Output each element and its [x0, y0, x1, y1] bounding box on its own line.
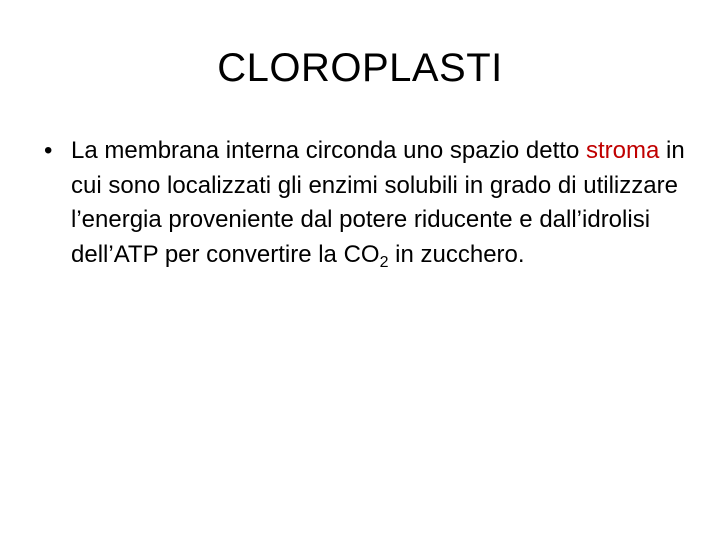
highlighted-term: stroma — [585, 137, 660, 164]
bullet-list — [44, 134, 694, 272]
bullet-text-middle: in cui sono localizzati gli enzimi solubili in grado di utilizzare l’energia proveniente dal potere riducente e dall’idrolisi dell’ATP per convertire la CO — [71, 137, 685, 268]
bullet-item — [71, 134, 694, 272]
bullet-text-end: in zucchero. — [388, 240, 525, 268]
bullet-text-start: La membrana interna circonda uno spazio detto — [71, 137, 586, 164]
subscript-number: 2 — [379, 253, 389, 271]
bullet-marker: • — [44, 137, 53, 164]
slide-title: CLOROPLASTI — [217, 46, 503, 90]
